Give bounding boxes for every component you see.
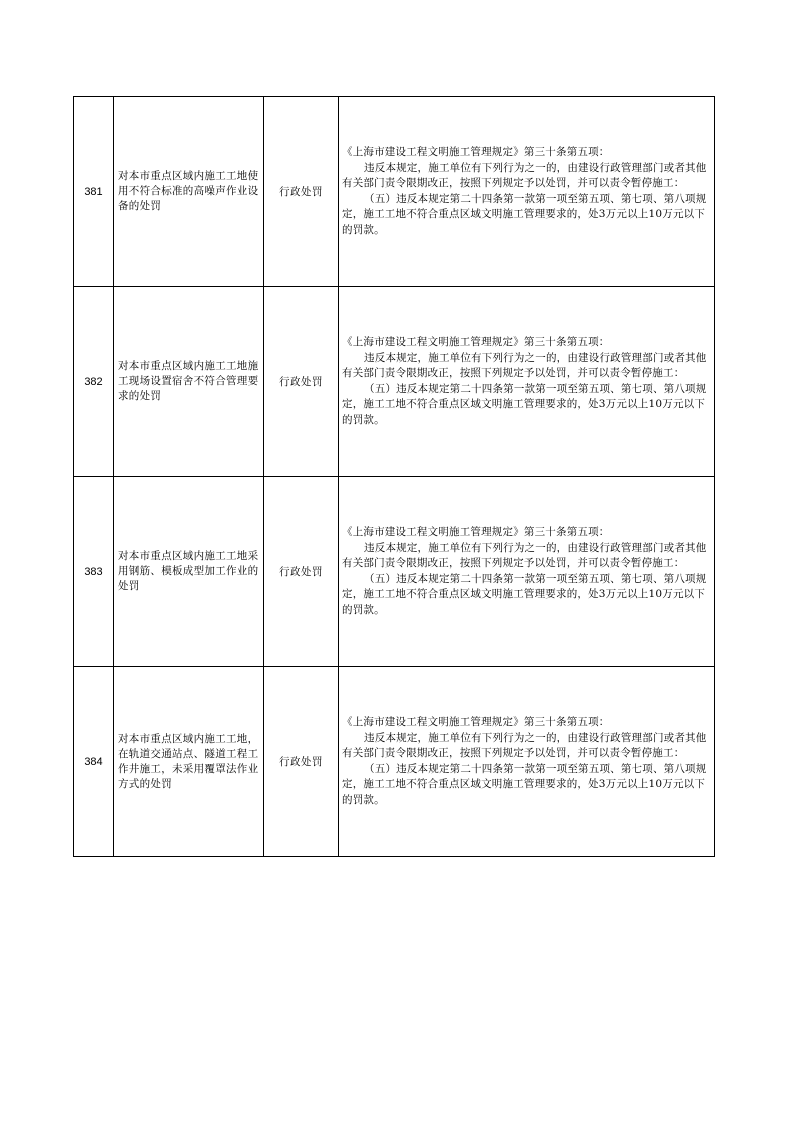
penalty-type: 行政处罚: [264, 477, 339, 667]
legal-basis-paragraph: 违反本规定，施工单位有下列行为之一的，由建设行政管理部门或者其他有关部门责令限期改正，按照下列规定予以处罚，并可以责令暂停施工：: [342, 731, 707, 759]
table-row: [74, 287, 715, 477]
row-number: 383: [74, 477, 114, 667]
legal-basis-paragraph: 违反本规定，施工单位有下列行为之一的，由建设行政管理部门或者其他有关部门责令限期改正，按照下列规定予以处罚，并可以责令暂停施工：: [342, 351, 707, 379]
penalty-type: 行政处罚: [264, 287, 339, 477]
table-row: [74, 667, 715, 857]
penalty-type: 行政处罚: [264, 97, 339, 287]
row-number: 381: [74, 97, 114, 287]
legal-basis-clause: （五）违反本规定第二十四条第一款第一项至第五项、第七项、第八项规定，施工工地不符合重点区域文明施工管理要求的，处3万元以上10万元以下的罚款。: [342, 192, 707, 236]
legal-basis-clause: （五）违反本规定第二十四条第一款第一项至第五项、第七项、第八项规定，施工工地不符合重点区域文明施工管理要求的，处3万元以上10万元以下的罚款。: [342, 382, 707, 426]
legal-basis-paragraph: 违反本规定，施工单位有下列行为之一的，由建设行政管理部门或者其他有关部门责令限期改正，按照下列规定予以处罚，并可以责令暂停施工：: [342, 161, 707, 189]
legal-basis: [339, 477, 715, 667]
penalty-type: 行政处罚: [264, 667, 339, 857]
legal-basis: [339, 97, 715, 287]
row-number: 384: [74, 667, 114, 857]
penalty-item: 对本市重点区域内施工工地，在轨道交通站点、隧道工程工作井施工，未采用覆罩法作业方式的处罚: [114, 667, 264, 857]
legal-basis-title: 《上海市建设工程文明施工管理规定》第三十条第五项：: [342, 526, 610, 538]
penalty-item: 对本市重点区域内施工工地采用钢筋、模板成型加工作业的处罚: [114, 477, 264, 667]
penalty-item: 对本市重点区域内施工工地使用不符合标准的高噪声作业设备的处罚: [114, 97, 264, 287]
row-number: 382: [74, 287, 114, 477]
penalty-table: [73, 96, 715, 857]
legal-basis-clause: （五）违反本规定第二十四条第一款第一项至第五项、第七项、第八项规定，施工工地不符合重点区域文明施工管理要求的，处3万元以上10万元以下的罚款。: [342, 762, 707, 806]
penalty-item: 对本市重点区域内施工工地施工现场设置宿舍不符合管理要求的处罚: [114, 287, 264, 477]
legal-basis: [339, 287, 715, 477]
legal-basis-clause: （五）违反本规定第二十四条第一款第一项至第五项、第七项、第八项规定，施工工地不符合重点区域文明施工管理要求的，处3万元以上10万元以下的罚款。: [342, 572, 707, 616]
legal-basis: [339, 667, 715, 857]
legal-basis-paragraph: 违反本规定，施工单位有下列行为之一的，由建设行政管理部门或者其他有关部门责令限期改正，按照下列规定予以处罚，并可以责令暂停施工：: [342, 541, 707, 569]
table-row: [74, 477, 715, 667]
legal-basis-title: 《上海市建设工程文明施工管理规定》第三十条第五项：: [342, 716, 610, 728]
table-row: [74, 97, 715, 287]
legal-basis-title: 《上海市建设工程文明施工管理规定》第三十条第五项：: [342, 146, 610, 158]
legal-basis-title: 《上海市建设工程文明施工管理规定》第三十条第五项：: [342, 336, 610, 348]
